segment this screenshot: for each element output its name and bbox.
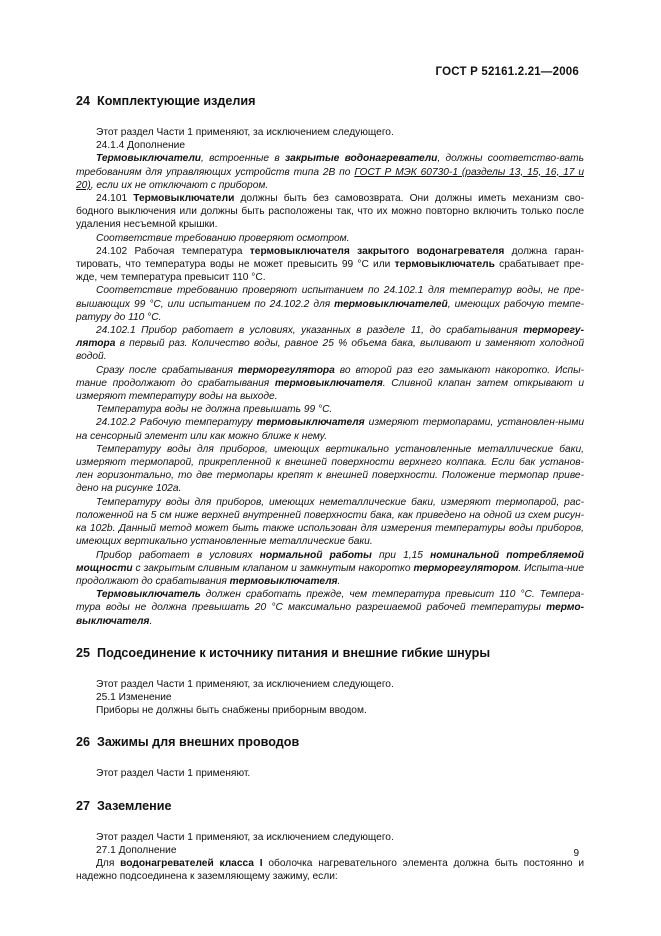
text-run: 24.102.1 Прибор работает в условиях, указанных в разделе 11, до срабатывания bbox=[96, 325, 524, 337]
section-title: Подсоединение к источнику питания и внешние гибкие шнуры bbox=[97, 645, 491, 660]
text-run: срабатывает пре-жде, чем температура превысит 110 °С. bbox=[76, 259, 584, 284]
section-25 bbox=[76, 645, 584, 718]
paragraph: Температуру воды для приборов, имеющих неметаллические баки, измеряют термопарой, рас-положенной на 5 см ниже верхней внутренней поверхности бака, как приведено на одной из схем рисун-ка 102b. Данный метод может быть также использован для измерения температуры воды приборов, имеющих вертикально установленные металлические баки. bbox=[76, 496, 584, 548]
section-title: Заземление bbox=[97, 798, 172, 813]
paragraph bbox=[76, 549, 584, 589]
text-run: , встроенные в bbox=[201, 153, 285, 165]
term: нормальной работы bbox=[259, 549, 372, 561]
clause-24-1-4-heading: 24.1.4 Дополнение bbox=[96, 140, 186, 152]
section-27 bbox=[76, 798, 584, 884]
text-run: должна гаран-тировать, что температура воды не может превысить 99 °С или bbox=[76, 245, 584, 271]
term: терморегулятором bbox=[413, 562, 519, 574]
term: терморегу-лятора bbox=[76, 325, 584, 350]
term: термовыключатель bbox=[394, 259, 495, 271]
text-run: Для bbox=[96, 857, 121, 869]
text-run: , имеющих рабочую темпе-ратуру до 110 °С. bbox=[76, 298, 584, 323]
compliance-note: Соответствие требованию проверяют осмотром. bbox=[96, 232, 350, 244]
paragraph bbox=[76, 588, 584, 628]
term: номинальной потребляемой мощности bbox=[76, 549, 584, 574]
text-run: 24.101 bbox=[96, 193, 134, 205]
paragraph: Температуру воды для приборов, имеющих вертикально установленные металлические баки, измеряют термопарой, прикрепленной к внешней поверхности верхнего колпака. Если бак установ-лен горизонтально, то две термопары крепят к внешней поверхности. Положение термопар приве-дено на рисунке 102а. bbox=[76, 443, 584, 495]
text-run: 24.102 Рабочая температура bbox=[96, 245, 250, 257]
clause-24-101 bbox=[76, 192, 584, 232]
term: термовыключателя bbox=[229, 575, 338, 587]
page-number: 9 bbox=[573, 848, 579, 859]
text-run: . bbox=[149, 615, 153, 627]
term: термовыключателя закрытого водонагревателя bbox=[249, 245, 505, 257]
term: термовыключателей bbox=[334, 298, 448, 310]
text-run: Сразу после срабатывания bbox=[96, 364, 238, 376]
standard-reference-link[interactable]: ГОСТ Р МЭК 60730-1 (разделы 13, 15, 16, 17 и 20) bbox=[76, 166, 585, 191]
paragraph: Приборы не должны быть снабжены приборным вводом. bbox=[96, 705, 367, 717]
paragraph: Этот раздел Части 1 применяют, за исключением следующего. bbox=[96, 678, 394, 690]
section-26-heading bbox=[76, 734, 584, 750]
paragraph: Этот раздел Части 1 применяют. bbox=[96, 768, 251, 780]
text-run: оболочка нагревательного элемента должна быть постоянно и надежно подсоединена к заземляющему зажиму, если: bbox=[76, 857, 585, 883]
term: Термовыключатели bbox=[133, 193, 235, 205]
clause-24-102 bbox=[76, 245, 584, 285]
term: закрытые водонагреватели bbox=[284, 153, 438, 165]
text-run: должен сработать прежде, чем температура превысит 110 °С. Темпера-тура воды не должна превышать 20 °С максимально разрешаемой рабочей температуры bbox=[76, 589, 584, 614]
text-run: измеряют термопарами, установлен-ными на сенсорный элемент или как можно ближе к нему. bbox=[76, 417, 584, 442]
section-24 bbox=[76, 93, 584, 628]
text-run: 24.102.2 Рабочую температуру bbox=[96, 417, 257, 429]
section-number: 27 bbox=[76, 798, 91, 813]
term: водонагревателей класса I bbox=[120, 857, 263, 869]
term: термовыключателя bbox=[274, 377, 383, 389]
section-27-heading bbox=[76, 798, 584, 814]
paragraph bbox=[76, 152, 584, 192]
text-run: с закрытым сливным клапаном и замкнутым накоротко bbox=[132, 562, 414, 574]
section-24-heading bbox=[76, 93, 584, 109]
text-run: в первый раз. Количество воды, равное 25 % объема бака, выливают и заменяют холодной водой. bbox=[76, 338, 584, 363]
text-run: , должны соответство-вать требованиям для управляющих устройств типа 2В по bbox=[76, 153, 584, 178]
page-content bbox=[76, 93, 584, 883]
paragraph: Температура воды не должна превышать 99 °С. bbox=[96, 404, 333, 416]
text-run: должны быть без самовозврата. Они должны иметь механизм сво-бодного выключения или должны быть расположены так, что их можно повторно включить только после удаления несъемной крышки. bbox=[76, 193, 584, 231]
term: термо-выключателя bbox=[76, 602, 584, 627]
clause-27-1-heading: 27.1 Дополнение bbox=[96, 844, 177, 856]
text-run: . Испыта-ние продолжают до срабатывания bbox=[76, 562, 584, 587]
section-25-heading bbox=[76, 645, 584, 661]
text-run: . bbox=[337, 575, 341, 587]
clause-24-102-1 bbox=[76, 324, 584, 364]
paragraph: Этот раздел Части 1 применяют, за исключением следующего. bbox=[96, 831, 394, 843]
section-number: 24 bbox=[76, 94, 91, 108]
text-run: Соответствие требованию проверяют испытанием по 24.102.1 для температур воды, не пре-вышающих 99 °С, или испытанием по 24.102.2 для bbox=[76, 285, 584, 310]
term: Термовыключатели bbox=[96, 153, 202, 165]
document-header-id: ГОСТ Р 52161.2.21—2006 bbox=[435, 66, 579, 78]
text-run: Прибор работает в условиях bbox=[96, 549, 260, 561]
text-run: . Сливной клапан затем открывают и измеряют температуру воды на выходе. bbox=[76, 377, 584, 403]
paragraph: Этот раздел Части 1 применяют, за исключением следующего. bbox=[96, 127, 394, 138]
section-number: 26 bbox=[76, 735, 91, 750]
term: Термовыключатель bbox=[96, 589, 201, 601]
section-title: Зажимы для внешних проводов bbox=[97, 735, 300, 750]
text-run: во второй раз его замыкают накоротко. Испы-тание продолжают до срабатывания bbox=[76, 364, 584, 389]
compliance-note bbox=[76, 284, 584, 324]
clause-25-1-heading: 25.1 Изменение bbox=[96, 691, 172, 703]
text-run: при 1,15 bbox=[371, 549, 431, 561]
section-26 bbox=[76, 734, 584, 780]
term: терморегулятора bbox=[238, 364, 335, 376]
paragraph bbox=[76, 857, 584, 883]
text-run: , если их не отключают с прибором. bbox=[90, 179, 269, 191]
clause-24-102-2 bbox=[76, 416, 584, 442]
paragraph bbox=[76, 364, 584, 404]
term: термовыключателя bbox=[256, 417, 365, 429]
section-number: 25 bbox=[76, 645, 91, 660]
section-title: Комплектующие изделия bbox=[97, 94, 256, 108]
